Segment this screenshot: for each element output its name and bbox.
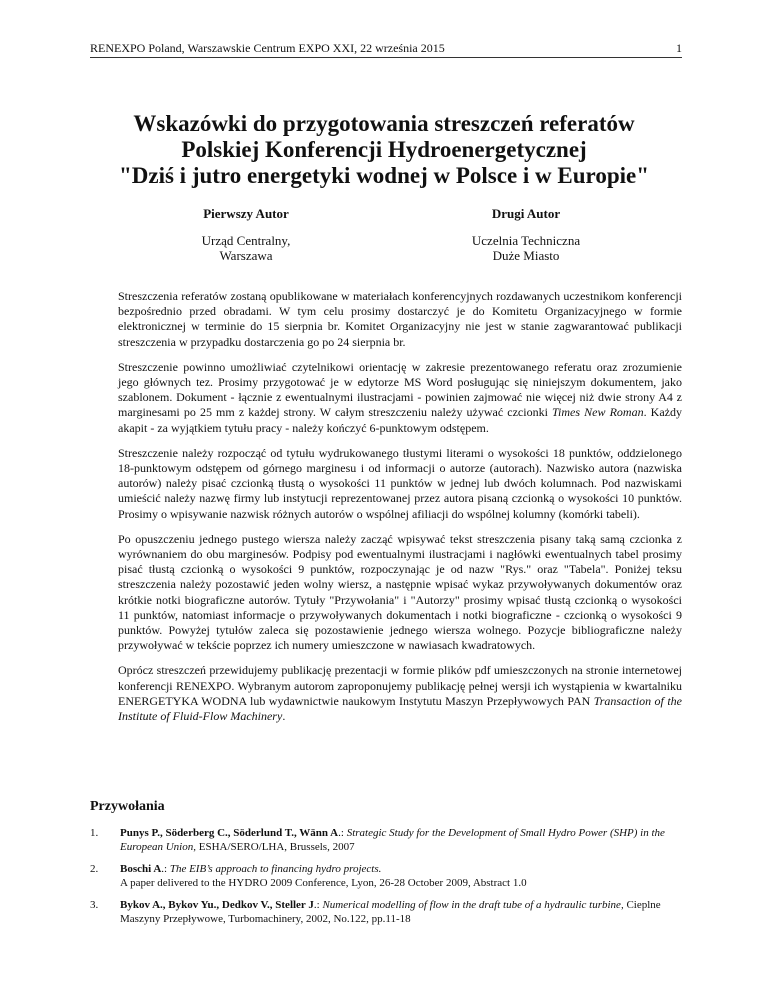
title-line: "Dziś i jutro energetyki wodnej w Polsce i w Europie" [119,163,649,188]
references-list [90,827,682,935]
reference-separator: .: [161,863,170,875]
reference-number: 1. [90,827,99,839]
paragraph-text: . [282,709,286,724]
reference-authors: Bykov A., Bykov Yu., Dedkov V., Steller J [120,899,314,911]
paper-title [60,111,708,189]
reference-item [90,899,682,926]
running-header [90,41,682,58]
affiliation-line: Warszawa [219,248,273,263]
author-name: Drugi Autor [491,206,561,221]
reference-item [90,863,682,890]
reference-text [120,899,682,926]
font-name: Times New Roman [552,405,644,420]
reference-title: Strategic Study for the Development of Small Hydro Power (SHP) in the European Union [120,827,665,853]
paragraph: Streszczenie należy rozpocząć od tytułu wydrukowanego tłustymi literami o wysokości 18 punktów, oddzielonego 18-punktowym odstępem od górnego marginesu i od informacji o autorze (autorach). Nazwisko autora (nazwiska autorów) należy pisać czcionką tłustą o wysokości 11 punktów w jednej lub dwóch kolumnach. Pod nazwiskami umieścić należy nazwę firmy lub instytucji reprezentowanej przez autora pisaną czcionką o wysokości 10 punktów. Prosimy o wpisywanie nazwisk różnych autorów o wspólnej afiliacji do wspólnej kolumny (komórki tabeli). [118,445,682,521]
paragraph-text: . Każdy akapit - za wyjątkiem tytułu pracy - należy kończyć 6-punktowym odstępem. [118,405,682,435]
author-affiliation [146,233,346,263]
reference-authors: Punys P., Söderberg C., Söderlund T., Wänn A [120,827,339,839]
author-name: Pierwszy Autor [203,206,289,221]
paragraph: Po opuszczeniu jednego pustego wiersza należy zacząć wpisywać tekst streszczenia pisany taką samą czcionka z wyrównaniem do obu marginesów. Podpisy pod ewentualnymi ilustracjami i nagłówki ewentualnych tabel prosimy pisać tłustą czcionką o wysokości 9 punktów, rozpoczynając je od nazw "Rys." oraz "Tabela". Poniżej teksu streszczenia należy pozostawić jeden wolny wiersz, a następnie wpisać wykaz przywoływanych dokumentów oraz krótkie notki biograficzne autorów. Tytuły "Przywołania" i "Autorzy" prosimy wpisać tłustą czcionką o wysokości 11 punktów, natomiast informacje o przywoływanych dokumentach i notki biograficzne - czcionką o wysokości 9 punktów. Powyżej tytułów zaleca się pozostawienie jednego wiersza wolnego. Pozycje bibliograficzne należy przywoływać w tekście poprzez ich numery umieszczone w nawiasach kwadratowych. [118,531,682,653]
abstract-body [118,289,682,734]
paragraph [118,663,682,724]
paragraph-text: Streszczenie powinno umożliwiać czytelnikowi orientację w zakresie prezentowanego referatu oraz zrozumienie jego głównych tez. Prosimy przygotować je w edytorze MS Word posługując się niniejszym dokumentem, jako szablonem. Dokument - łącznie z ewentualnymi ilustracjami - powinien zajmować nie więcej niż dwie strony A4 z marginesami po 25 mm z każdej strony. W całym streszczeniu należy używać czcionki [118,359,682,420]
reference-text [120,863,682,877]
references-heading: Przywołania [90,799,165,814]
journal-name: Transaction of the Institute of Fluid-Flow Machinery [118,693,683,724]
affiliation-line: Urząd Centralny, [201,233,291,248]
reference-title: The EIB’s approach to financing hydro projects. [169,863,382,875]
title-line: Polskiej Konferencji Hydroenergetycznej [181,137,587,162]
reference-details: Cieplne Maszyny Przepływowe, Turbomachinery, 2002, No.122, pp.11-18 [120,899,661,925]
reference-authors: Boschi A [120,863,162,875]
paragraph-text: Oprócz streszczeń przewidujemy publikację prezentacji w formie plików pdf umieszczonych na stronie internetowej konferencji RENEXPO. Wybranym autorom zaproponujemy publikację pełnej wersji ich wystąpienia w kwartalniku ENERGETYKA WODNA lub wydawnictwie naukowym Instytutu Maszyn Przepływowych PAN [118,663,682,708]
reference-text [120,827,682,854]
affiliation-line: Duże Miasto [492,248,560,263]
title-line: Wskazówki do przygotowania streszczeń referatów [133,111,635,136]
reference-item [90,827,682,854]
reference-details: , ESHA/SERO/LHA, Brussels, 2007 [193,840,355,853]
reference-separator: .: [338,827,347,839]
conference-info: RENEXPO Poland, Warszawskie Centrum EXPO XXI, 22 września 2015 [90,41,445,55]
reference-number: 2. [90,863,99,875]
paragraph [118,360,682,436]
author-affiliation [426,233,626,263]
page-number: 1 [676,41,682,55]
reference-number: 3. [90,899,99,911]
reference-separator: .: [313,899,323,911]
affiliation-line: Uczelnia Techniczna [471,233,581,248]
paragraph: Streszczenia referatów zostaną opublikowane w materiałach konferencyjnych rozdawanych uczestnikom konferencji bezpośrednio przed obradami. W tym celu prosimy dostarczyć je do Komitetu Organizacyjnego w formie elektronicznej w terminie do 15 sierpnia br. Komitet Organizacyjny nie jest w stanie zagwarantować publikacji streszczenia w przypadku dostarczenia go po 24 sierpnia br. [118,289,682,349]
author-block [146,206,346,263]
reference-title: Numerical modelling of flow in the draft tube of a hydraulic turbine, [322,899,624,911]
author-block [426,206,626,263]
reference-note: A paper delivered to the HYDRO 2009 Conference, Lyon, 26-28 October 2009, Abstract 1.0 [120,876,527,889]
